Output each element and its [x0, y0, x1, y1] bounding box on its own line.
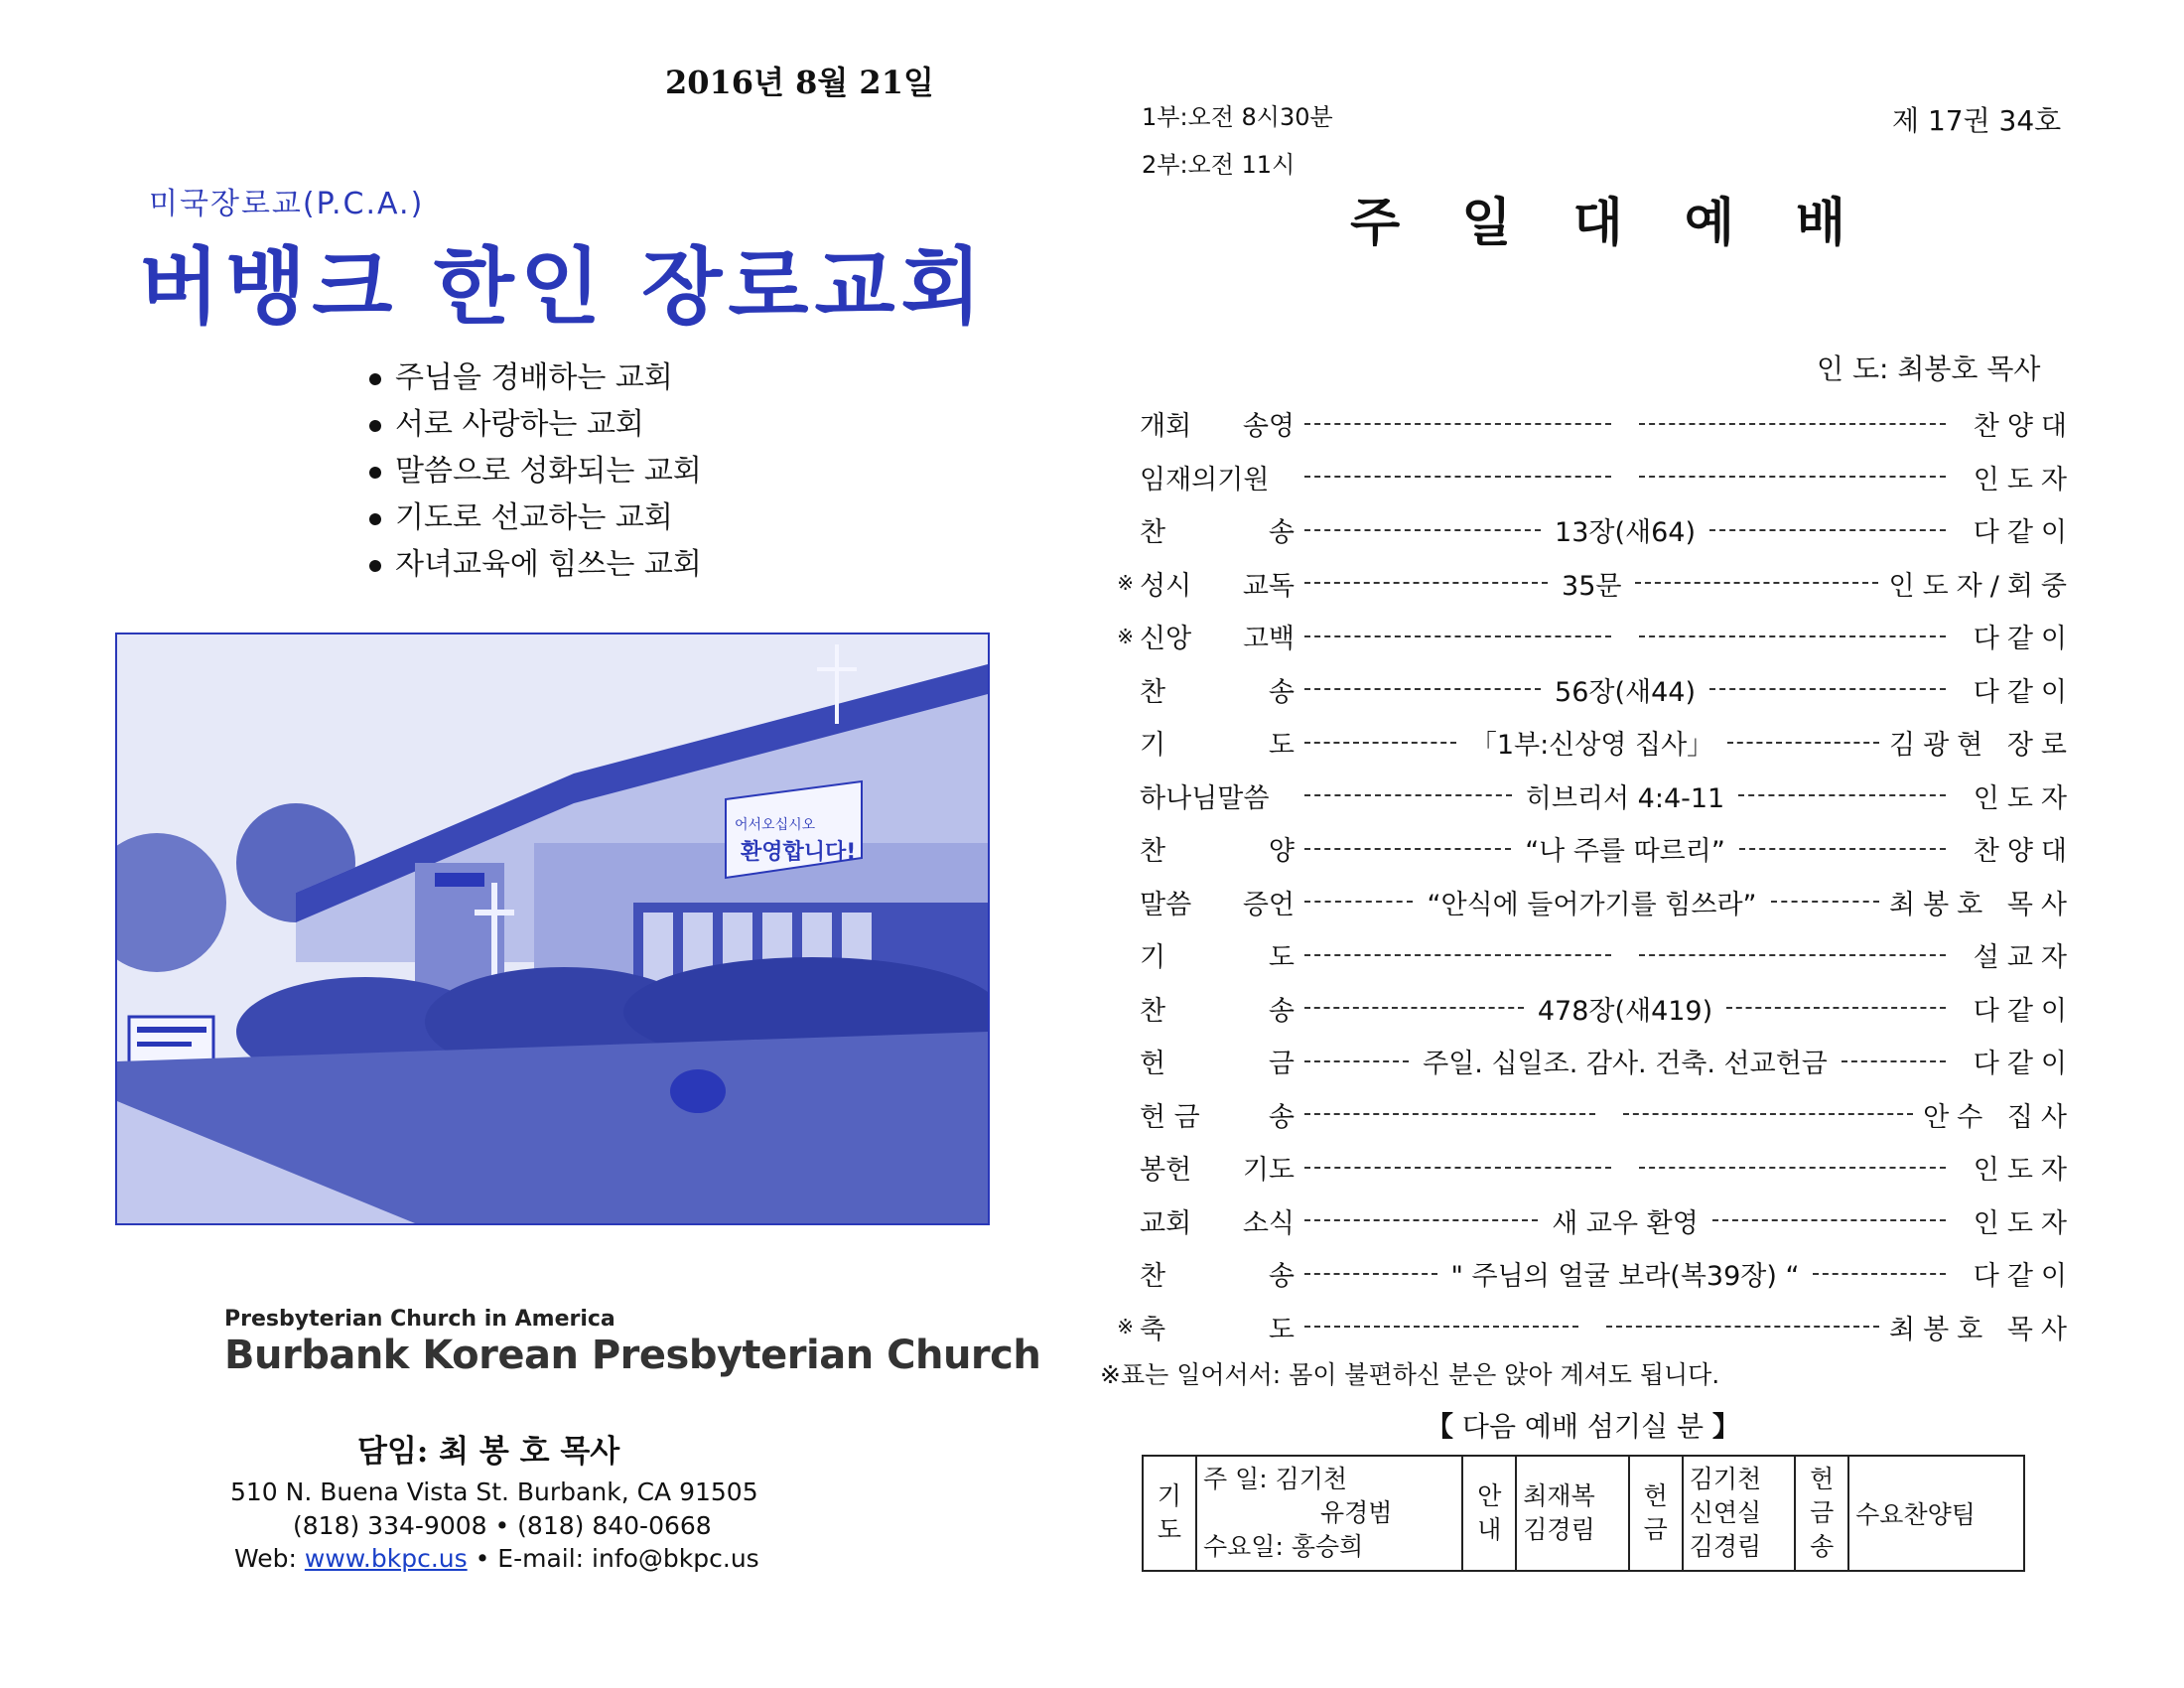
- bullet-icon: [369, 373, 381, 385]
- church-name-ko: 버뱅크 한인 장로교회: [139, 238, 988, 336]
- order-row: 찬 송 " 주님의 얼굴 보라(복39장) “ 다같이: [1140, 1261, 2075, 1293]
- service-time-1: 1부:오전 8시30분: [1142, 103, 1333, 131]
- order-row: ※ 축 도 최봉호 목사: [1117, 1314, 2075, 1345]
- order-row: 찬 송 56장(새44) 다같이: [1140, 676, 2075, 708]
- usher-names: 최재복 김경림: [1516, 1456, 1628, 1571]
- offering-label: 헌 금: [1629, 1456, 1683, 1571]
- volume-number: 제 17권 34호: [1892, 104, 2062, 137]
- order-row: 말씀 증언 “안식에 들어가기를 힘쓰라” 최봉호 목사: [1140, 889, 2075, 920]
- email-text: • E-mail: info@bkpc.us: [467, 1544, 759, 1573]
- order-row: 하나님말씀 히브리서 4:4-11 인도자: [1140, 782, 2075, 814]
- contact-line: [234, 1544, 759, 1573]
- banner-text-2: 환영합니다!: [741, 840, 857, 865]
- web-label: Web:: [234, 1544, 305, 1573]
- motto-item: 자녀교육에 힘쓰는 교회: [369, 539, 702, 586]
- church-name-en: Burbank Korean Presbyterian Church: [224, 1333, 1041, 1378]
- church-building-illustration: [117, 634, 988, 1223]
- next-servers-heading: 【 다음 예배 섬기실 분 】: [1426, 1410, 1740, 1443]
- motto-item: 기도로 선교하는 교회: [369, 492, 702, 539]
- order-row: 개회 송영 찬양대: [1140, 411, 2075, 443]
- order-row: 찬 양 “나 주를 따르리” 찬양대: [1140, 836, 2075, 868]
- order-row: 기 도 「1부:신상영 집사」 김광현 장로: [1140, 730, 2075, 762]
- offering-song-label: 헌 금 송: [1795, 1456, 1848, 1571]
- order-row: 기 도 설교자: [1140, 942, 2075, 974]
- church-address: 510 N. Buena Vista St. Burbank, CA 91505: [230, 1477, 758, 1506]
- website-link[interactable]: www.bkpc.us: [304, 1544, 468, 1573]
- senior-pastor: 담임: 최 봉 호 목사: [357, 1434, 620, 1470]
- usher-label: 안 내: [1462, 1456, 1516, 1571]
- bullet-icon: [369, 420, 381, 432]
- bullet-icon: [369, 467, 381, 479]
- motto-list: [369, 352, 702, 586]
- order-row: 교회 소식 새 교우 환영 인도자: [1140, 1207, 2075, 1239]
- denomination-label-en: Presbyterian Church in America: [224, 1307, 615, 1332]
- motto-item: 서로 사랑하는 교회: [369, 399, 702, 446]
- order-row: 헌 금 송 안수 집사: [1140, 1101, 2075, 1133]
- offering-names: 김기천 신연실 김경림: [1683, 1456, 1795, 1571]
- order-row: 헌 금 주일. 십일조. 감사. 건축. 선교헌금 다같이: [1140, 1049, 2075, 1080]
- motto-item: 말씀으로 성화되는 교회: [369, 446, 702, 492]
- prayer-assignments: 주 일: 김기천 유경범 수요일: 홍승희: [1196, 1456, 1462, 1571]
- denomination-label-ko: 미국장로교(P.C.A.): [149, 187, 425, 221]
- church-building-photo: [115, 633, 990, 1225]
- banner-text-1: 어서오십시오: [735, 817, 816, 833]
- order-row: 임재의기원 인도자: [1140, 464, 2075, 495]
- order-row: ※ 성시 교독 35문 인도자/회중: [1117, 570, 2075, 602]
- bulletin-date: 2016년 8월 21일: [665, 64, 934, 101]
- standing-note: ※표는 일어서서: 몸이 불편하신 분은 앉아 계셔도 됩니다.: [1100, 1360, 1720, 1389]
- order-of-worship: [1102, 397, 2075, 1353]
- bullet-icon: [369, 560, 381, 572]
- motto-item: 주님을 경배하는 교회: [369, 352, 702, 399]
- offering-song-team: 수요찬양팀: [1848, 1456, 2024, 1571]
- next-servers-table: [1142, 1455, 2025, 1572]
- service-title: 주일대예배: [1350, 194, 1908, 253]
- service-time-2: 2부:오전 11시: [1142, 151, 1296, 179]
- service-leader: 인 도: 최봉호 목사: [1817, 352, 2041, 385]
- church-phone: (818) 334-9008 • (818) 840-0668: [293, 1511, 712, 1540]
- order-row: ※ 신앙 고백 다같이: [1117, 624, 2075, 655]
- prayer-label: 기 도: [1143, 1456, 1196, 1571]
- order-row: 찬 송 13장(새64) 다같이: [1140, 517, 2075, 549]
- bullet-icon: [369, 513, 381, 525]
- order-row: 찬 송 478장(새419) 다같이: [1140, 995, 2075, 1027]
- order-row: 봉헌 기도 인도자: [1140, 1155, 2075, 1187]
